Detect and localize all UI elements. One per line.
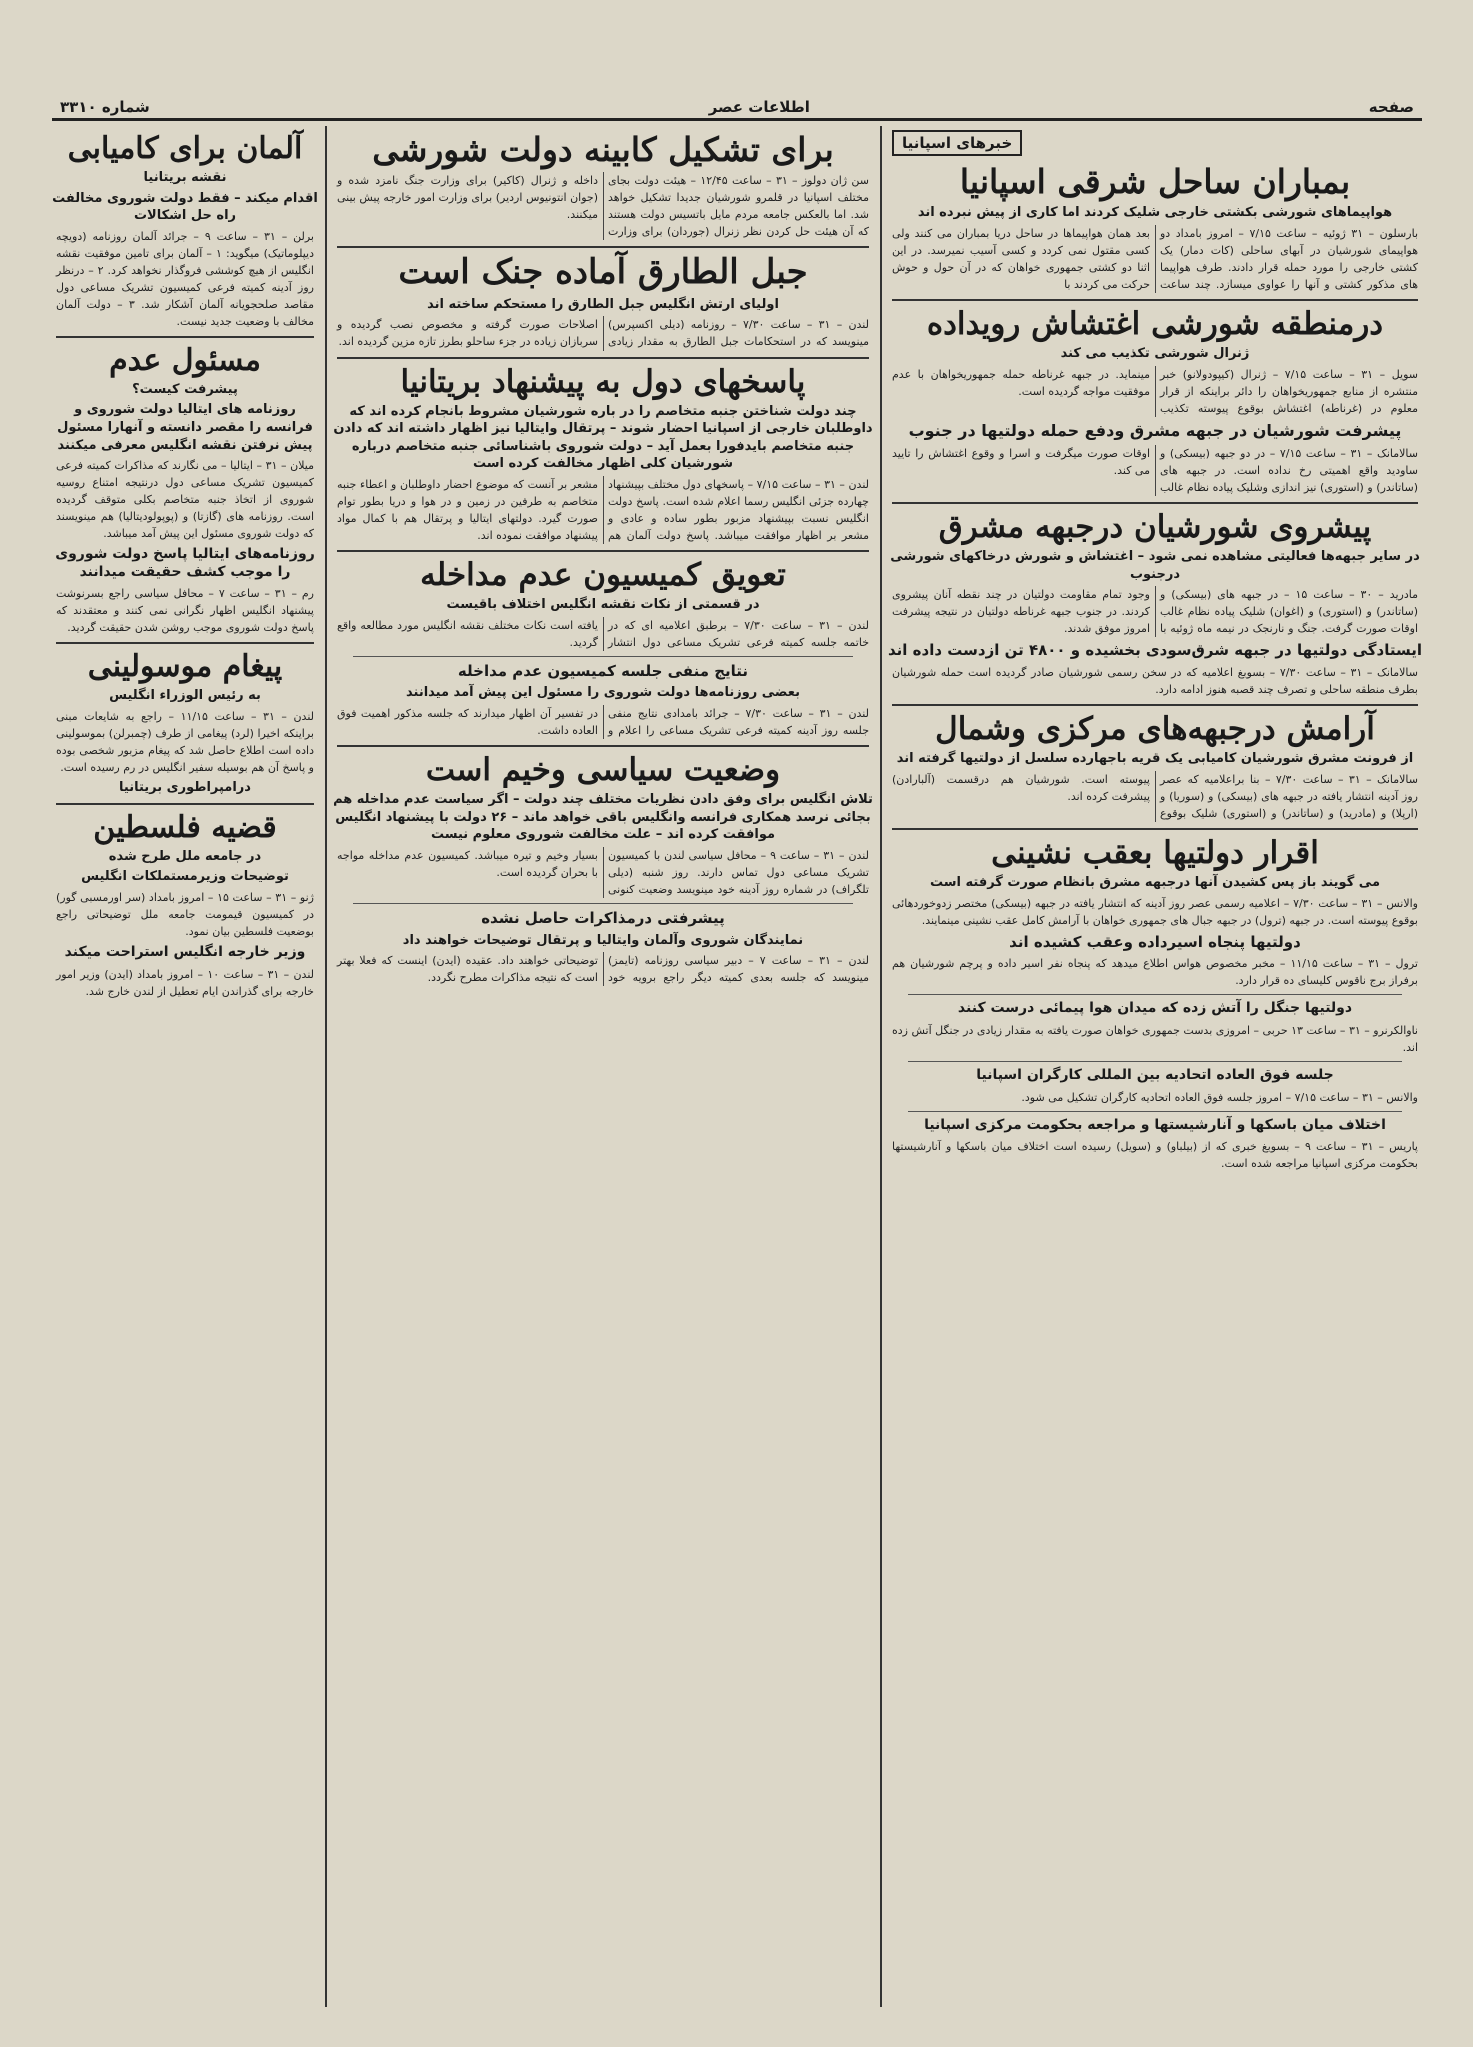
- headline: نتایج منفی جلسه کمیسیون عدم مداخله: [457, 661, 749, 680]
- headline: قضیه فلسطین: [93, 809, 277, 845]
- divider: [337, 550, 869, 552]
- article-replies: [333, 365, 873, 544]
- headline: روزنامه‌های ایتالیا پاسخ دولت شوروی را موجب کشف حقیقت میدانند: [55, 546, 315, 580]
- subheadline: توضیحات وزیرمستملکات انگلیس: [81, 869, 289, 885]
- masthead: [52, 96, 1422, 121]
- headline: تعویق کمیسیون عدم مداخله: [420, 556, 786, 593]
- article-labor-union: [888, 1067, 1422, 1106]
- article-body: لندن – ۳۱ – ساعت ۷/۳۰ – جرائد بامدادی نتایج منفی جلسه روز آدینه کمیته فرعی تشریک مساعی را اعلام و در تفسیر آن اظهار میدارند که جلسه مذکور اهمیت فوق العاده داشت.: [337, 707, 869, 738]
- headline: مسئول عدم: [109, 342, 261, 378]
- headline: بمباران ساحل شرقی اسپانیا: [959, 162, 1351, 201]
- article-mussolini: [52, 650, 318, 796]
- article-body: رم – ۳۱ – ساعت ۷ – محافل سیاسی راجع بسرنوشت پیشنهاد انگلیس اظهار نگرانی نمی کنند و معتقدند که پاسخ دولت شوروی موجب روشن شدن حقیقت گردید.: [56, 587, 314, 635]
- article-body: ژنو – ۳۱ – ساعت ۱۵ – امروز بامداد (سر اورمسبی گور) در کمیسیون قیمومت جامعه ملل توضیحاتی راجع بوضعیت فلسطین بیان نمود.: [56, 890, 314, 938]
- headline: پیغام موسولینی: [87, 649, 283, 685]
- article-body: میلان – ۳۱ – ایتالیا – می نگارند که مذاکرات کمیته فرعی کمیسیون تشریک مساعی دول درنتیجه امتناع روسیه شوروی از اتخاذ جنبه متخاصم بکلی متوقف گردیده است. روزنامه های (گازتا) و (پوپولودیتالیا) هم مینویسند که دولت شوروی مسئول این پیش آمد میباشد.: [56, 459, 314, 541]
- divider: [337, 246, 869, 248]
- article-advance-east: [888, 510, 1422, 637]
- headline: دولتیها جنگل را آتش زده که میدان هوا پیمائی درست کنند: [957, 1000, 1353, 1017]
- headline: آرامش درجبهه‌های مرکزی وشمال: [935, 711, 1375, 748]
- article-bombardment: [888, 164, 1422, 293]
- subheadline: نمایندگان شوروی وآلمان وایتالیا و پرتقال توضیحات خواهند داد: [402, 932, 804, 948]
- article-germany: [52, 132, 318, 330]
- headline: جلسه فوق العاده اتحادیه بین المللی کارگران اسپانیا: [976, 1067, 1334, 1084]
- headline: پیشرفت شورشیان در جبهه مشرق ودفع حمله دولتیها در جنوب: [908, 420, 1402, 440]
- headline: اقرار دولتیها بعقب نشینی: [991, 834, 1319, 871]
- article-body: والانس – ۳۱ – ساعت ۷/۱۵ – امروز جلسه فوق العاده اتحادیه کارگران تشکیل می شود.: [1021, 1090, 1418, 1104]
- article-body: سن ژان دولوز – ۳۱ – ساعت ۱۲/۴۵ – هیئت دولت بجای مختلف اسپانیا در قلمرو شورشیان جدیدا تشکیل خواهد شد. اما بالعکس جامعه مردم مایل باتسیس دولت هستند که آن هیئت حل کردن نظر زنرال (جوردان) برای وزارت داخله و ژنرال (کاکیر) برای وزارت جنگ نامزد شده و (جوان انتونیوس اردیر) برای وزارت امور خارجه پیش بینی میکنند.: [337, 174, 869, 239]
- paper-name: اطلاعات عصر: [708, 98, 810, 116]
- section-tag: خبرهای اسپانیا: [892, 130, 1022, 156]
- article-foreign-minister: [52, 944, 318, 1000]
- headline: برای تشکیل کابینه دولت شورشی: [372, 130, 834, 169]
- divider: [908, 994, 1402, 995]
- divider: [56, 336, 314, 338]
- headline: دولتیها پنجاه اسیرداده وعقب کشیده اند: [1009, 932, 1301, 951]
- article-negative-results: [333, 662, 873, 739]
- article-body: بارسلون – ۳۱ ژوئیه – ساعت ۷/۱۵ – امروز بامداد دو هواپیمای شورشیان در آبهای ساحلی (کات دمار) یک کشتی خارجی را مورد حمله قرار دادند. طرف هواپیما های مذکور کشتی و آنها را عواوی میسازد. چند ساعت بعد همان هواپیماها در ساحل دریا بمباران می کنند ولی کسی مقتول نمی کردد و کسی آسیب نمیرسد. در این اثنا دو کشتی جمهوری خواهان که در آن حول و حوش حرکت می کردند با: [892, 226, 1418, 291]
- divider: [353, 656, 853, 657]
- article-body: برلن – ۳۱ – ساعت ۹ – جرائد آلمان روزنامه (دویچه دیپلوماتیک) میگوید: ۱ – آلمان برای تامین موفقیت نقشه انگلیس از هیچ کوششی فروگذار نخواهد کرد. ۲ – درنظر روز آدینه کمیته فرعی کمیسیون تشریک مساعی دول مقاصد صلحجویانه آلمان آشکار شد. ۳ – دولت آلمان مخالف با وضعیت جدید نیست.: [56, 229, 314, 328]
- article-body: سویل – ۳۱ – ساعت ۷/۱۵ – ژنرال (کیپودولانو) خبر منتشره از منابع جمهوریخواهان را دائر براینکه از قرار معلوم در (غرناطه) اغتشاش بوقوع پیوسته تکذیب مینماید. در جبهه غرناطه حمله جمهوریخواهان با عدم موفقیت مواجه گردیده است.: [892, 367, 1418, 415]
- headline: وضعیت سیاسی وخیم است: [425, 752, 781, 789]
- article-calm: [888, 712, 1422, 822]
- divider: [56, 803, 314, 805]
- subheadline: اولیای ارتش انگلیس جبل الطارق را مستحکم ساخته اند: [427, 296, 779, 312]
- divider: [337, 357, 869, 359]
- headline: درمنطقه شورشی اغتشاش رویداده: [926, 306, 1384, 343]
- divider: [892, 704, 1418, 706]
- article-palestine: [52, 811, 318, 940]
- article-body: لندن – ۳۱ – ساعت ۱۰ – امروز بامداد (ایدن) وزیر امور خارجه برای گذراندن ایام تعطیل از لندن خارج شد.: [56, 967, 314, 998]
- article-body: سالامانک – ۳۱ – ساعت ۷/۳۰ – بنا براعلامیه که عصر روز آدینه انتشار یافته در جبهه های (بیسکی) و (سوریا) و (ارپلا) و (مادرید) و (ساتاندر) و (استوری) شلیک بوقوع پیوسته است. شورشیان هم درقسمت (آلبارادن) پیشرفت کرده اند.: [892, 772, 1418, 820]
- subheadline: از فرونت مشرق شورشیان کامیابی‌ یک قریه باجهارده سلسل از دولتیها گرفته اند: [896, 751, 1414, 767]
- headline: وزیر خارجه انگلیس استراحت میکند: [64, 944, 306, 960]
- article-basque-dispute: [888, 1117, 1422, 1173]
- column-divider: [880, 126, 882, 2007]
- article-forest-fire: [888, 1000, 1422, 1056]
- article-gibraltar: [333, 254, 873, 350]
- subheadline: روزنامه های ایتالیا دولت شوروی و فرانسه را مقصر دانسته و آنهارا مسئول پیش نرفتن نقشه انگلیس معرفی میکنند: [57, 402, 313, 453]
- headline: پاسخهای دول به پیشنهاد بریتانیا: [400, 363, 806, 400]
- subheadline: بعضی روزنامه‌ها دولت شوروی را مسئول این پیش آمد میدانند: [406, 685, 800, 701]
- divider: [908, 1061, 1402, 1062]
- column-divider: [325, 126, 327, 2007]
- subheadline: می گویند باز پس کشیدن آنها درجبهه مشرق بانظام صورت گرفته است: [929, 875, 1380, 890]
- middle-column: [333, 126, 873, 2007]
- issue-number: شماره ۳۳۱۰: [60, 98, 150, 116]
- headline: پیشرفتی درمذاکرات حاصل نشده: [481, 908, 725, 927]
- page-label: صفحه: [1368, 98, 1414, 116]
- divider: [353, 903, 853, 904]
- headline: پیشروی شورشیان درجبهه مشرق: [938, 508, 1372, 545]
- article-unrest: [888, 307, 1422, 417]
- subheadline: چند دولت شناختن جنبه متخاصم را در باره شورشیان مشروط بانجام کرده اند که داوطلبان خارجی از اسپانیا احضار شوند – پرتقال وایتالیا نیز اظهار داشته اند که دادن جنبه متخاصم بایدفورا بعمل آید – دولت شوروی باشناسائی جنبه متخاصم درباره شورشیان کلی اظهار مخالفت کرده است: [333, 403, 873, 472]
- article-body: سالامانک – ۳۱ – ساعت ۷/۳۰ – بسوبغ اعلامیه که در سخن رسمی شورشیان صادر گردیده است حمله شورشیان بطرف منطقه ساحلی و تصرف چند قصبه هنوز ادامه دارد.: [892, 666, 1418, 697]
- divider: [337, 745, 869, 747]
- subheadline: در سایر جبهه‌ها فعالیتی مشاهده نمی شود – اغتشاش و شورش درخاکهای شورشی درجنوب: [890, 549, 1420, 582]
- article-resistance: [888, 641, 1422, 698]
- subheadline: تلاش انگلیس برای وفق دادن نظریات مختلف چند دولت – اگر سیاست عدم مداخله هم بجائی نرسد همکاری فرانسه وانگلیس باقی خواهد ماند – ۲۶ دولت با پیشنهاد انگلیس موافقت کرده اند – علت مخالفت شوروی معلوم نیست: [333, 792, 873, 843]
- subheadline: اقدام میکند – فقط دولت شوروی مخالفت راه حل اشکالات: [52, 190, 318, 224]
- headline: ایستادگی دولتیها در جبهه شرق‌سودی بخشیده و ۴۸۰۰ تن ازدست داده اند: [888, 641, 1422, 660]
- divider: [56, 642, 314, 644]
- article-prisoners: [888, 933, 1422, 990]
- article-body: لندن – ۳۱ – ساعت ۹ – محافل سیاسی لندن با کمیسیون تشریک مساعی دول تماس دارند. روز شنبه (دیلی تلگراف) در شماره روز آدینه خود مینویسد وضعیت کنونی بسیار وخیم و تیره میباشد. کمیسیون عدم مداخله مواجه با بحران گردیده است.: [337, 848, 869, 896]
- divider: [892, 828, 1418, 830]
- article-body: لندن – ۳۱ – ساعت ۱۱/۱۵ – راجع به شایعات مبنی براینکه اخیرا (لرد) پیغامی از طرف (چمبرلن) بموسولینی داده است اطلاع حاصل شد که پیغام مزبور شخصی بوده و پاسخ آن هم بوسیله سفیر انگلیس در رم رسیده است.: [56, 710, 314, 775]
- subheadline: به رئیس الوزراء انگلیس: [109, 688, 261, 704]
- headline: اختلاف میان باسکها و آنارشیستها و مراجعه بحکومت مرکزی اسپانیا: [924, 1116, 1386, 1133]
- article-body: مادرید – ۳۰ – ساعت ۱۵ – در جبهه های (بیسکی) و (ساتاندر) و (استوری) و (اغوان) شلیک پیاده نظام غالب اوقات صورت گرفت. جنگ و نارنجک در نیمه ماه ژوئیه با وجود تمام مقاومت دولتیان در چند نقطه آنان پیشروی کردند. در جنوب جبهه غرناطه دولتیان در نتیجه پیشرفت امروز موفق شدند.: [892, 588, 1418, 636]
- article-body: لندن – ۳۱ – ساعت ۷/۳۰ – روزنامه (دیلی اکسپرس) مینویسد که در استحکامات جبل الطارق به مقدار زیادی اصلاحات صورت گرفته و مخصوص نصب گردیده و سربازان زیاده در جزء ساحلو بطرز تازه مزین گردیده اند.: [337, 318, 869, 349]
- section-footer: درامپراطوری بریتانیا: [119, 780, 251, 796]
- subheadline: در قسمتی از نکات نقشه انگلیس اختلاف باقیست: [446, 597, 760, 613]
- subheadline: در جامعه ملل طرح شده: [108, 848, 262, 864]
- article-body: ناوالکرنرو – ۳۱ – ساعت ۱۳ حربی – امروزی بدست جمهوری خواهان صورت یافته به مقدار زیادی در جنگل آتش زده اند.: [892, 1023, 1418, 1055]
- article-body: والانس – ۳۱ – ساعت ۷/۳۰ – اعلامیه رسمی عصر روز آدینه که انتشار یافته در جبهه (بیسکی) مختصر زدوخوردهائی بوقوع پیوسته است. در جبهه (ترول) در جبهه جبال های جمهوری خواهان با آرامش کامل عقب نشینی مینمایند.: [892, 896, 1418, 927]
- subheadline: نقشه بریتانیا: [143, 170, 227, 185]
- article-no-progress: [333, 909, 873, 986]
- article-body: ترول – ۳۱ – ساعت ۱۱/۱۵ – مخبر مخصوص هواس اطلاع میدهد که پنجاه نفر اسیر داده و پرچم شورشیان هم برفراز برج ناقوس کلیسای ده قرار دارد.: [892, 957, 1418, 988]
- article-italian-press: [52, 546, 318, 636]
- right-column: [888, 126, 1422, 2007]
- headline: آلمان برای کامیابی: [67, 131, 303, 166]
- article-retreat: [888, 836, 1422, 929]
- divider: [908, 1111, 1402, 1112]
- article-body: سالامانک – ۳۱ – ساعت ۷/۱۵ – در دو جبهه (بیسکی) و ساودید واقع اهمیتی رخ نداده است. در جبهه های (ساتاندر) و (استوری) نیز اندازی وشلیک پیاده نظام غالب اوقات صورت میگرفت و اسرا و وقوع اغتشاش را تایید می کند.: [892, 446, 1418, 494]
- left-column: [52, 126, 318, 2007]
- article-body: لندن – ۳۱ – ساعت ۷/۱۵ – پاسخهای دول مختلف بپیشنهاد چهارده جزئی انگلیس رسما اعلام شده است. پاسخ دولت انگلیس نسبت بپیشنهاد مزبور بطور ساده و عادی و مشعر بر اظهار موافقت میباشد. پاسخ دولت آلمان هم مشعر بر آنست که موضوع احضار داوطلبان و اعطاء جنبه متخاصم به طرفین در زمین و در هوا و دریا بطور توام صورت گیرد. دولتهای ایتالیا و پرتقال هم با کمال مواد پیشنهاد موافقت نموده اند.: [337, 477, 869, 542]
- article-committee-delay: [333, 558, 873, 651]
- divider: [892, 299, 1418, 301]
- article-responsible: [52, 344, 318, 542]
- subheadline: هواپیماهای شورشی بکشتی خارجی شلیک کردند اما کاری از پیش نبرده اند: [917, 205, 1393, 221]
- subheadline: پیشرفت کیست؟: [132, 381, 238, 397]
- article-body: لندن – ۳۱ – ساعت ۷ – دبیر سیاسی روزنامه (تایمز) مینویسد که جلسه بعدی کمیته دیگر راجع برویه خود توضیحاتی خواهند داد. عقیده (ایدن) اینست که فعلا بهتر است که نتیجه مذاکرات مطرح نگردد.: [337, 954, 869, 985]
- article-cabinet: [333, 132, 873, 240]
- article-political-situation: [333, 753, 873, 898]
- article-eastern-advance: [888, 421, 1422, 496]
- headline: جبل الطارق آماده جنک است: [398, 252, 808, 293]
- divider: [892, 502, 1418, 504]
- subheadline: ژنرال شورشی تکذیب می کند: [1060, 346, 1250, 362]
- article-body: لندن – ۳۱ – ساعت ۷/۳۰ – برطبق اعلامیه ای که در خاتمه جلسه کمیته فرعی تشریک مساعی دول انتشار یافته است نکات مختلف نقشه انگلیس مورد مطالعه واقع گردید.: [337, 618, 869, 649]
- article-body: پاریس – ۳۱ – ساعت ۹ – بسوبغ خبری که از (بیلباو) و (سویل) رسیده است اختلاف میان باسکها و آنارشیستها بحکومت مرکزی اسپانیا مراجعه شده است.: [892, 1140, 1418, 1171]
